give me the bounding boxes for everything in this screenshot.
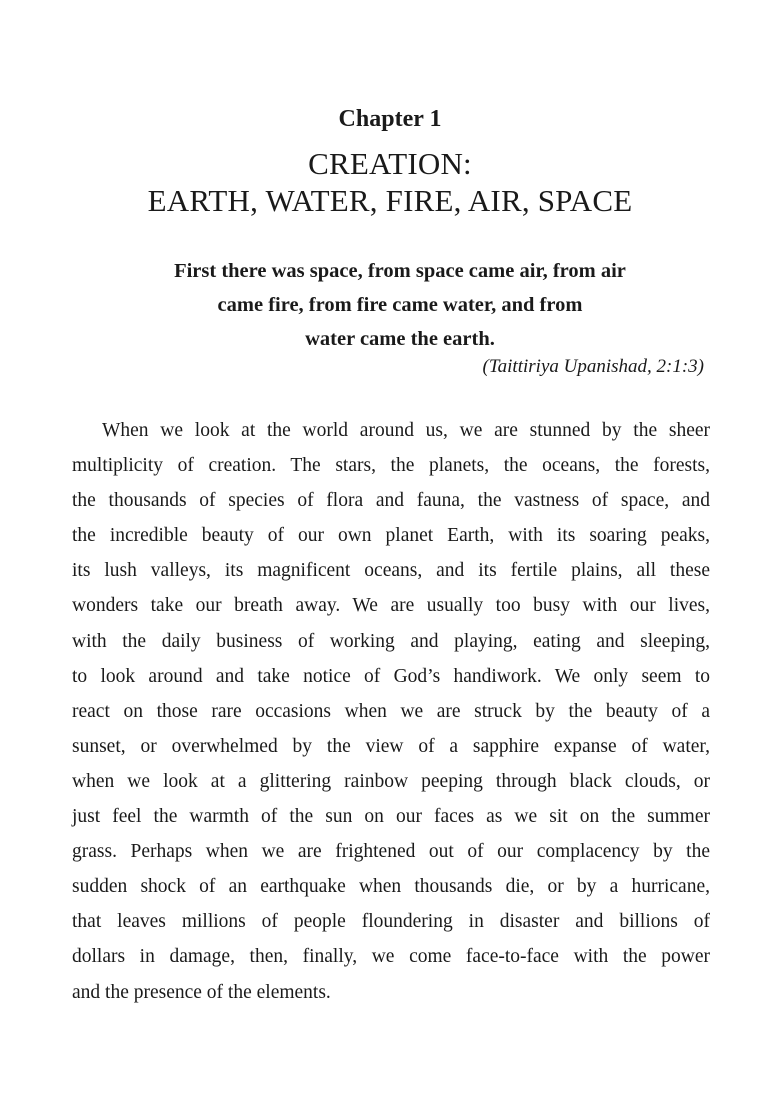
epigraph-line: came fire, from fire came water, and from <box>217 294 583 316</box>
paragraph-line: the thousands of species of flora and fauna, the vastness of space, and <box>72 490 710 512</box>
paragraph-line: grass. Perhaps when we are frightened out of our complacency by the <box>72 841 710 863</box>
paragraph-line: wonders take our breath away. We are usually too busy with our lives, <box>72 595 710 617</box>
chapter-title-line: EARTH, WATER, FIRE, AIR, SPACE <box>147 183 633 218</box>
paragraph-line: sudden shock of an earthquake when thousands die, or by a hurricane, <box>72 876 710 898</box>
chapter-number: Chapter 1 <box>338 106 442 132</box>
paragraph-line: that leaves millions of people floundering in disaster and billions of <box>72 911 710 933</box>
paragraph-line: react on those rare occasions when we are struck by the beauty of a <box>72 700 710 722</box>
epigraph-citation: (Taittiriya Upanishad, 2:1:3) <box>482 356 704 377</box>
paragraph-line: the incredible beauty of our own planet Earth, with its soaring peaks, <box>72 525 710 547</box>
chapter-title-line: CREATION: <box>308 146 472 181</box>
paragraph-line: when we look at a glittering rainbow peeping through black clouds, or <box>72 770 710 792</box>
paragraph-line: with the daily business of working and playing, eating and sleeping, <box>72 630 710 652</box>
epigraph-quote <box>110 254 690 356</box>
epigraph-line: First there was space, from space came air, from air <box>174 260 626 282</box>
paragraph-line: its lush valleys, its magnificent oceans, and its fertile plains, all these <box>72 560 710 582</box>
paragraph-line: When we look at the world around us, we are stunned by the sheer <box>102 420 710 441</box>
paragraph-line: multiplicity of creation. The stars, the planets, the oceans, the forests, <box>72 455 710 477</box>
paragraph-line: just feel the warmth of the sun on our faces as we sit on the summer <box>72 806 710 828</box>
paragraph-line: and the presence of the elements. <box>72 981 331 1003</box>
body-paragraph <box>72 413 710 1010</box>
paragraph-line: to look around and take notice of God’s handiwork. We only seem to <box>72 665 710 687</box>
paragraph-line: sunset, or overwhelmed by the view of a sapphire expanse of water, <box>72 735 710 757</box>
epigraph-line: water came the earth. <box>305 328 495 350</box>
paragraph-line: dollars in damage, then, finally, we come face-to-face with the power <box>72 946 710 968</box>
chapter-title <box>0 145 780 219</box>
